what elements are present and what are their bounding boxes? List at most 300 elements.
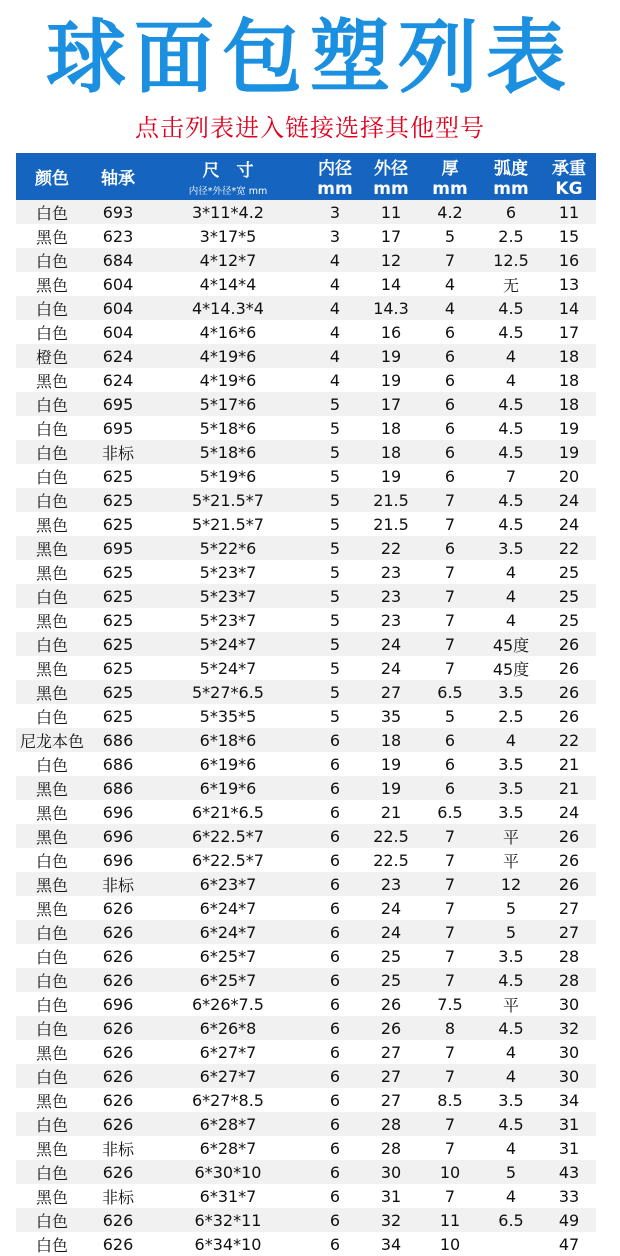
cell-load: 16	[558, 250, 580, 270]
cell-thick: 6	[444, 730, 456, 750]
cell-color: 黑色	[35, 1187, 68, 1207]
cell-bearing: 625	[102, 514, 134, 534]
cell-outer: 21.5	[373, 490, 409, 510]
cell-outer: 27	[380, 1090, 402, 1110]
cell-load: 47	[558, 1234, 580, 1254]
cell-size: 5*23*7	[199, 610, 257, 630]
cell-bearing: 625	[102, 490, 134, 510]
cell-color: 黑色	[35, 803, 68, 823]
cell-load: 26	[558, 826, 580, 846]
cell-bearing: 626	[102, 1018, 134, 1038]
table-row[interactable]	[16, 848, 596, 872]
table-row[interactable]	[16, 968, 596, 992]
cell-load: 26	[558, 682, 580, 702]
cell-thick: 5	[444, 706, 456, 726]
cell-arc: 4	[505, 562, 517, 582]
cell-thick: 7	[444, 610, 456, 630]
cell-inner: 6	[329, 1138, 341, 1158]
table-row[interactable]	[16, 872, 596, 896]
cell-arc: 4	[505, 1066, 517, 1086]
cell-thick: 7	[444, 514, 456, 534]
cell-size: 5*22*6	[199, 538, 257, 558]
cell-load: 28	[558, 946, 580, 966]
cell-size: 6*18*6	[199, 730, 257, 750]
cell-arc: 4.5	[498, 1114, 524, 1134]
table-body	[16, 200, 596, 1256]
cell-arc: 3.5	[498, 682, 524, 702]
cell-bearing: 624	[102, 346, 134, 366]
cell-load: 26	[558, 634, 580, 654]
cell-size: 6*19*6	[199, 754, 257, 774]
table-row[interactable]	[16, 656, 596, 680]
cell-inner: 6	[329, 970, 341, 990]
cell-load: 24	[558, 514, 580, 534]
cell-load: 14	[558, 298, 580, 318]
cell-size: 6*22.5*7	[192, 850, 264, 870]
table-row[interactable]	[16, 512, 596, 536]
cell-load: 32	[558, 1018, 580, 1038]
cell-color: 黑色	[35, 1091, 68, 1111]
cell-load: 26	[558, 706, 580, 726]
cell-load: 30	[558, 1066, 580, 1086]
col-header-thick-unit: mm	[432, 179, 468, 199]
cell-color: 白色	[35, 1235, 68, 1255]
cell-bearing: 非标	[101, 443, 134, 463]
cell-color: 黑色	[35, 1139, 68, 1159]
table-row[interactable]	[16, 920, 596, 944]
cell-color: 白色	[35, 1211, 68, 1231]
cell-load: 26	[558, 658, 580, 678]
cell-inner: 5	[329, 586, 341, 606]
cell-color: 白色	[35, 467, 68, 487]
cell-size: 6*22.5*7	[192, 826, 264, 846]
cell-size: 5*18*6	[199, 418, 257, 438]
cell-thick: 7	[444, 1042, 456, 1062]
cell-arc: 12.5	[493, 250, 529, 270]
table-row[interactable]	[16, 584, 596, 608]
cell-bearing: 626	[102, 1090, 134, 1110]
cell-bearing: 626	[102, 1162, 134, 1182]
page-subtitle-link[interactable]: 点击列表进入链接选择其他型号	[135, 113, 485, 142]
cell-thick: 6	[444, 538, 456, 558]
cell-load: 26	[558, 874, 580, 894]
cell-color: 白色	[35, 755, 68, 775]
cell-size: 6*24*7	[199, 898, 257, 918]
col-header-size	[148, 153, 308, 200]
cell-size: 6*27*7	[199, 1066, 257, 1086]
cell-inner: 6	[329, 898, 341, 918]
cell-color: 白色	[35, 923, 68, 943]
cell-size: 5*23*7	[199, 562, 257, 582]
cell-inner: 6	[329, 850, 341, 870]
cell-outer: 19	[380, 346, 402, 366]
cell-arc: 6.5	[498, 1210, 524, 1230]
cell-outer: 19	[380, 778, 402, 798]
cell-outer: 35	[380, 706, 402, 726]
cell-load: 18	[558, 394, 580, 414]
cell-arc: 3.5	[498, 1090, 524, 1110]
cell-size: 6*25*7	[199, 970, 257, 990]
cell-thick: 7	[444, 562, 456, 582]
col-header-thick	[420, 153, 480, 200]
cell-thick: 4.2	[437, 202, 463, 222]
cell-bearing: 626	[102, 922, 134, 942]
cell-inner: 6	[329, 946, 341, 966]
table-row[interactable]	[16, 536, 596, 560]
cell-thick: 7	[444, 922, 456, 942]
cell-inner: 4	[329, 370, 341, 390]
table-row[interactable]	[16, 416, 596, 440]
cell-arc: 4.5	[498, 394, 524, 414]
table-row[interactable]	[16, 1112, 596, 1136]
cell-load: 18	[558, 346, 580, 366]
cell-color: 白色	[35, 491, 68, 511]
cell-outer: 11	[380, 202, 402, 222]
table-row[interactable]	[16, 1232, 596, 1256]
cell-inner: 5	[329, 538, 341, 558]
cell-load: 30	[558, 1042, 580, 1062]
cell-arc: 2.5	[498, 226, 524, 246]
cell-bearing: 625	[102, 706, 134, 726]
cell-load: 33	[558, 1186, 580, 1206]
cell-inner: 4	[329, 346, 341, 366]
cell-size: 5*23*7	[199, 586, 257, 606]
cell-outer: 18	[380, 442, 402, 462]
cell-bearing: 695	[102, 418, 134, 438]
cell-arc: 3.5	[498, 754, 524, 774]
cell-arc: 4.5	[498, 442, 524, 462]
cell-size: 5*21.5*7	[192, 490, 264, 510]
cell-color: 白色	[35, 1163, 68, 1183]
cell-size: 6*21*6.5	[192, 802, 264, 822]
cell-load: 17	[558, 322, 580, 342]
cell-outer: 26	[380, 1018, 402, 1038]
table-row[interactable]	[16, 440, 596, 464]
table-row[interactable]	[16, 752, 596, 776]
cell-size: 6*24*7	[199, 922, 257, 942]
cell-color: 黑色	[35, 611, 68, 631]
cell-outer: 27	[380, 1042, 402, 1062]
cell-thick: 7	[444, 658, 456, 678]
cell-outer: 21	[380, 802, 402, 822]
cell-inner: 6	[329, 730, 341, 750]
cell-arc: 4	[505, 370, 517, 390]
col-header-outer	[362, 153, 420, 200]
table-row[interactable]	[16, 608, 596, 632]
cell-size: 6*31*7	[199, 1186, 257, 1206]
cell-color: 尼龙本色	[19, 731, 84, 751]
cell-color: 黑色	[35, 899, 68, 919]
cell-color: 白色	[35, 299, 68, 319]
cell-bearing: 686	[102, 730, 134, 750]
cell-outer: 31	[380, 1186, 402, 1206]
cell-thick: 7.5	[437, 994, 463, 1014]
cell-load: 31	[558, 1138, 580, 1158]
table-row[interactable]	[16, 488, 596, 512]
cell-outer: 22.5	[373, 850, 409, 870]
cell-size: 5*24*7	[199, 658, 257, 678]
cell-outer: 27	[380, 682, 402, 702]
col-header-size-label: 尺 寸	[202, 161, 254, 181]
cell-arc: 6	[505, 202, 517, 222]
cell-color: 白色	[35, 395, 68, 415]
table-row[interactable]	[16, 896, 596, 920]
cell-arc: 3.5	[498, 538, 524, 558]
table-row[interactable]	[16, 1088, 596, 1112]
cell-color: 白色	[35, 971, 68, 991]
table-row[interactable]	[16, 368, 596, 392]
cell-thick: 6	[444, 370, 456, 390]
cell-inner: 5	[329, 658, 341, 678]
cell-inner: 5	[329, 514, 341, 534]
table-row[interactable]	[16, 224, 596, 248]
cell-load: 25	[558, 610, 580, 630]
table-row[interactable]	[16, 272, 596, 296]
cell-color: 黑色	[35, 875, 68, 895]
cell-load: 19	[558, 442, 580, 462]
cell-load: 43	[558, 1162, 580, 1182]
cell-bearing: 625	[102, 562, 134, 582]
cell-size: 3*11*4.2	[192, 202, 264, 222]
table-row[interactable]	[16, 824, 596, 848]
col-header-arc-label: 弧度	[494, 159, 528, 179]
cell-bearing: 626	[102, 946, 134, 966]
cell-color: 黑色	[35, 683, 68, 703]
table-row[interactable]	[16, 248, 596, 272]
cell-size: 4*16*6	[199, 322, 257, 342]
cell-size: 4*19*6	[199, 346, 257, 366]
cell-load: 11	[558, 202, 580, 222]
cell-inner: 4	[329, 298, 341, 318]
cell-color: 白色	[35, 251, 68, 271]
cell-arc: 5	[505, 898, 517, 918]
cell-arc: 2.5	[498, 706, 524, 726]
cell-outer: 14	[380, 274, 402, 294]
cell-outer: 18	[380, 730, 402, 750]
cell-inner: 5	[329, 562, 341, 582]
cell-load: 22	[558, 730, 580, 750]
cell-arc: 4.5	[498, 1018, 524, 1038]
cell-inner: 6	[329, 1234, 341, 1254]
cell-color: 白色	[35, 587, 68, 607]
cell-outer: 28	[380, 1138, 402, 1158]
cell-thick: 7	[444, 850, 456, 870]
cell-arc: 4.5	[498, 970, 524, 990]
table-row[interactable]	[16, 464, 596, 488]
cell-inner: 6	[329, 1018, 341, 1038]
cell-inner: 6	[329, 1162, 341, 1182]
cell-bearing: 625	[102, 466, 134, 486]
table-row[interactable]	[16, 1040, 596, 1064]
cell-size: 6*27*8.5	[192, 1090, 264, 1110]
cell-inner: 5	[329, 466, 341, 486]
cell-size: 6*27*7	[199, 1042, 257, 1062]
cell-load: 19	[558, 418, 580, 438]
cell-bearing: 625	[102, 634, 134, 654]
cell-size: 5*18*6	[199, 442, 257, 462]
cell-outer: 26	[380, 994, 402, 1014]
cell-size: 5*19*6	[199, 466, 257, 486]
cell-outer: 23	[380, 586, 402, 606]
cell-thick: 6	[444, 394, 456, 414]
cell-bearing: 626	[102, 1210, 134, 1230]
cell-arc: 7	[505, 466, 517, 486]
cell-bearing: 696	[102, 826, 134, 846]
cell-inner: 6	[329, 802, 341, 822]
table-row[interactable]	[16, 200, 596, 224]
cell-bearing: 624	[102, 370, 134, 390]
cell-inner: 5	[329, 682, 341, 702]
cell-bearing: 696	[102, 850, 134, 870]
table-row[interactable]	[16, 728, 596, 752]
table-row[interactable]	[16, 1208, 596, 1232]
cell-thick: 6	[444, 346, 456, 366]
cell-thick: 6	[444, 754, 456, 774]
cell-thick: 10	[439, 1162, 461, 1182]
table-row[interactable]	[16, 632, 596, 656]
cell-outer: 16	[380, 322, 402, 342]
col-header-inner-unit: mm	[317, 179, 353, 199]
cell-outer: 18	[380, 418, 402, 438]
col-header-load-label: 承重	[552, 159, 586, 179]
col-header-size-sub: 内径*外径*宽 mm	[188, 186, 268, 197]
cell-load: 24	[558, 802, 580, 822]
col-header-thick-label: 厚	[441, 159, 459, 179]
cell-load: 21	[558, 754, 580, 774]
table-row[interactable]	[16, 992, 596, 1016]
cell-color: 橙色	[35, 347, 68, 367]
cell-inner: 5	[329, 634, 341, 654]
cell-outer: 25	[380, 970, 402, 990]
cell-arc: 4	[505, 1138, 517, 1158]
cell-load: 24	[558, 490, 580, 510]
table-row[interactable]	[16, 1160, 596, 1184]
cell-outer: 32	[380, 1210, 402, 1230]
cell-color: 白色	[35, 1067, 68, 1087]
cell-color: 黑色	[35, 515, 68, 535]
cell-bearing: 695	[102, 394, 134, 414]
cell-thick: 8.5	[437, 1090, 463, 1110]
cell-color: 黑色	[35, 827, 68, 847]
cell-bearing: 非标	[101, 1139, 134, 1159]
cell-size: 6*28*7	[199, 1138, 257, 1158]
cell-outer: 30	[380, 1162, 402, 1182]
table-row[interactable]	[16, 296, 596, 320]
cell-arc: 4	[505, 1042, 517, 1062]
cell-bearing: 非标	[101, 875, 134, 895]
cell-inner: 5	[329, 610, 341, 630]
cell-outer: 28	[380, 1114, 402, 1134]
cell-bearing: 623	[102, 226, 134, 246]
cell-load: 18	[558, 370, 580, 390]
cell-size: 6*26*7.5	[192, 994, 264, 1014]
table-row[interactable]	[16, 344, 596, 368]
table-row[interactable]	[16, 1016, 596, 1040]
cell-thick: 6	[444, 466, 456, 486]
table-row[interactable]	[16, 944, 596, 968]
cell-outer: 24	[380, 898, 402, 918]
cell-color: 白色	[35, 419, 68, 439]
cell-color: 白色	[35, 323, 68, 343]
cell-arc: 45度	[492, 635, 530, 655]
cell-size: 6*30*10	[194, 1162, 262, 1182]
cell-outer: 24	[380, 658, 402, 678]
cell-load: 27	[558, 922, 580, 942]
cell-outer: 17	[380, 394, 402, 414]
cell-arc	[480, 1232, 542, 1256]
cell-color: 白色	[35, 443, 68, 463]
cell-bearing: 626	[102, 898, 134, 918]
cell-load: 25	[558, 562, 580, 582]
cell-size: 6*19*6	[199, 778, 257, 798]
col-header-load-unit: KG	[555, 179, 583, 199]
cell-bearing: 684	[102, 250, 134, 270]
table-row[interactable]	[16, 1136, 596, 1160]
table-row[interactable]	[16, 392, 596, 416]
cell-arc: 4	[505, 730, 517, 750]
table-row[interactable]	[16, 1064, 596, 1088]
cell-inner: 4	[329, 322, 341, 342]
cell-color: 黑色	[35, 779, 68, 799]
cell-load: 21	[558, 778, 580, 798]
table-row[interactable]	[16, 776, 596, 800]
cell-thick: 8	[444, 1018, 456, 1038]
cell-load: 27	[558, 898, 580, 918]
cell-arc: 5	[505, 1162, 517, 1182]
cell-thick: 7	[444, 1186, 456, 1206]
col-header-color: 颜色	[35, 169, 69, 189]
cell-bearing: 695	[102, 538, 134, 558]
cell-size: 6*32*11	[194, 1210, 262, 1230]
cell-bearing: 696	[102, 994, 134, 1014]
cell-arc: 4.5	[498, 418, 524, 438]
cell-thick: 7	[444, 898, 456, 918]
cell-size: 4*19*6	[199, 370, 257, 390]
cell-size: 6*23*7	[199, 874, 257, 894]
cell-bearing: 626	[102, 1234, 134, 1254]
table-row[interactable]	[16, 680, 596, 704]
table-row[interactable]	[16, 704, 596, 728]
cell-color: 白色	[35, 707, 68, 727]
cell-outer: 34	[380, 1234, 402, 1254]
cell-thick: 11	[439, 1210, 461, 1230]
table-row[interactable]	[16, 1184, 596, 1208]
cell-inner: 5	[329, 706, 341, 726]
cell-load: 20	[558, 466, 580, 486]
table-row[interactable]	[16, 800, 596, 824]
cell-size: 4*12*7	[199, 250, 257, 270]
cell-outer: 19	[380, 370, 402, 390]
cell-inner: 6	[329, 826, 341, 846]
table-row[interactable]	[16, 560, 596, 584]
cell-load: 26	[558, 850, 580, 870]
table-row[interactable]	[16, 320, 596, 344]
cell-outer: 19	[380, 754, 402, 774]
cell-load: 31	[558, 1114, 580, 1134]
cell-size: 6*26*8	[199, 1018, 257, 1038]
cell-outer: 24	[380, 922, 402, 942]
cell-load: 34	[558, 1090, 580, 1110]
cell-thick: 7	[444, 826, 456, 846]
cell-thick: 7	[444, 250, 456, 270]
cell-arc: 4	[505, 586, 517, 606]
cell-size: 5*35*5	[199, 706, 257, 726]
cell-thick: 4	[444, 274, 456, 294]
cell-inner: 4	[329, 250, 341, 270]
cell-thick: 7	[444, 1066, 456, 1086]
cell-load: 15	[558, 226, 580, 246]
col-header-inner-label: 内径	[318, 159, 352, 179]
